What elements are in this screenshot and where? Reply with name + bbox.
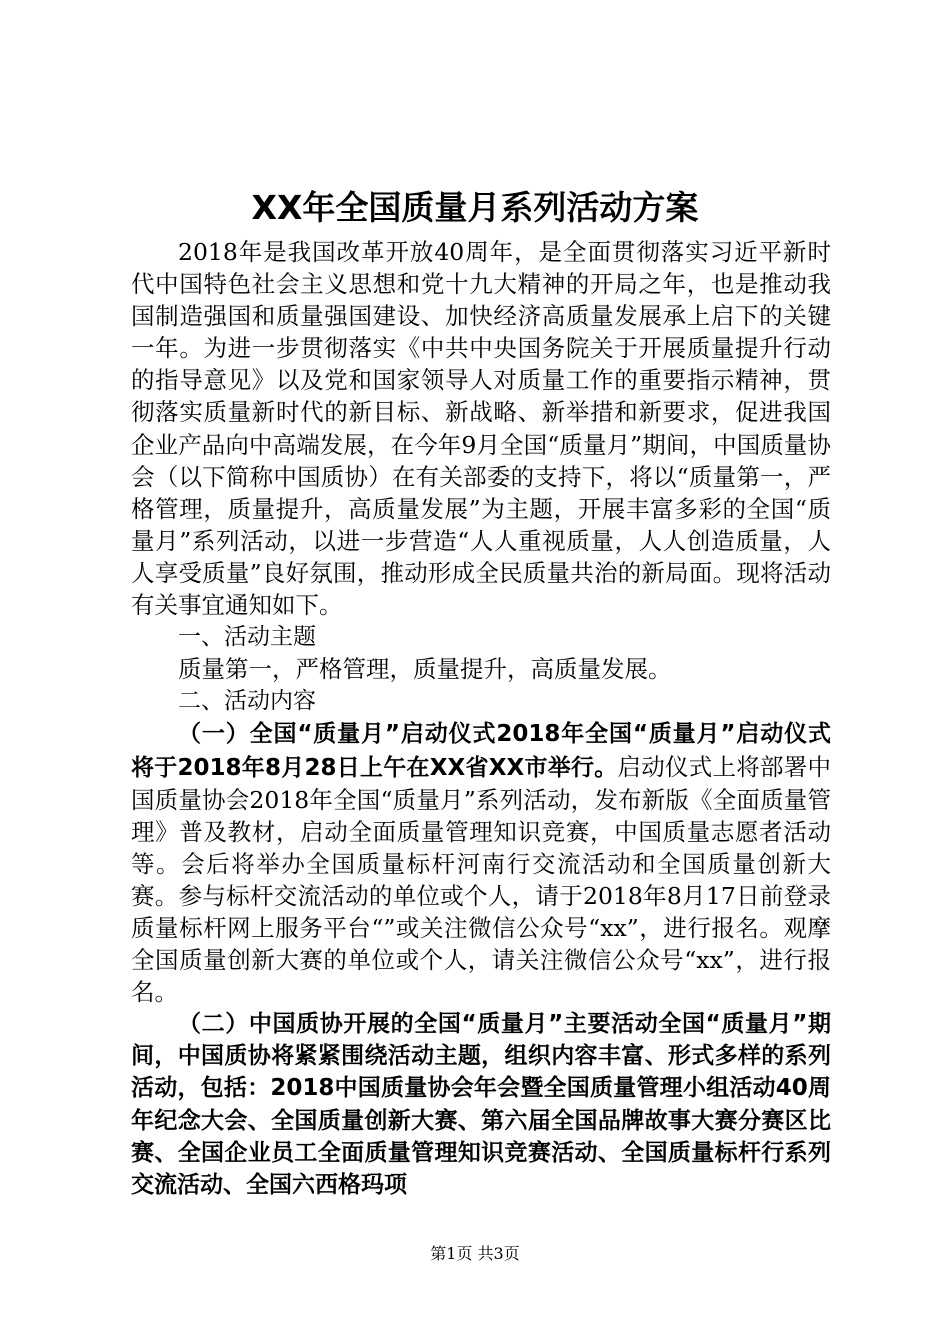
page-footer: 第1页 共3页 (430, 1244, 520, 1263)
item-1-lead: （一）全国“质量月”启动仪式2018年全国“质量月”启动仪式将于2018年8月28日上午在XX省XX市举行。 (131, 721, 831, 781)
document-body (131, 236, 831, 1201)
item-1-body: 启动仪式上将部署中国质量协会2018年全国“质量月”系列活动，发布新版《全面质量管理》普及教材，启动全面质量管理知识竞赛，中国质量志愿者活动等。会后将举办全国质量标杆河南行交流活动和全国质量创新大赛。参与标杆交流活动的单位或个人，请于2018年8月17日前登录质量标杆网上服务平台“”或关注微信公众号“xx”，进行报名。观摩全国质量创新大赛的单位或个人，请关注微信公众号“xx”，进行报名。 (131, 752, 831, 1007)
theme-paragraph: 质量第一，严格管理，质量提升，高质量发展。 (178, 655, 672, 684)
section-heading-content: 二、活动内容 (178, 688, 316, 715)
intro-paragraph: 2018年是我国改革开放40周年，是全面贯彻落实习近平新时代中国特色社会主义思想和党十九大精神的开局之年，也是推动我国制造强国和质量强国建设、加快经济高质量发展承上启下的关键一年。为进一步贯彻落实《中共中央国务院关于开展质量提升行动的指导意见》以及党和国家领导人对质量工作的重要指示精神，贯彻落实质量新时代的新目标、新战略、新举措和新要求，促进我国企业产品向中高端发展，在今年9月全国“质量月”期间，中国质量协会（以下简称中国质协）在有关部委的支持下，将以“质量第一，严格管理，质量提升，高质量发展”为主题，开展丰富多彩的全国“质量月”系列活动，以进一步营造“人人重视质量，人人创造质量，人人享受质量”良好氛围，推动形成全民质量共治的新局面。现将活动有关事宜通知如下。 (131, 238, 831, 620)
item-1-paragraph (131, 717, 831, 1008)
section-heading-theme: 一、活动主题 (178, 624, 316, 651)
document-title: XX年全国质量月系列活动方案 (251, 188, 699, 227)
item-2-paragraph: （二）中国质协开展的全国“质量月”主要活动全国“质量月”期间，中国质协将紧紧围绕活动主题，组织内容丰富、形式多样的系列活动，包括：2018中国质量协会年会暨全国质量管理小组活动40周年纪念大会、全国质量创新大赛、第六届全国品牌故事大赛分赛区比赛、全国企业员工全面质量管理知识竞赛活动、全国质量标杆行系列交流活动、全国六西格玛项 (131, 1011, 831, 1198)
